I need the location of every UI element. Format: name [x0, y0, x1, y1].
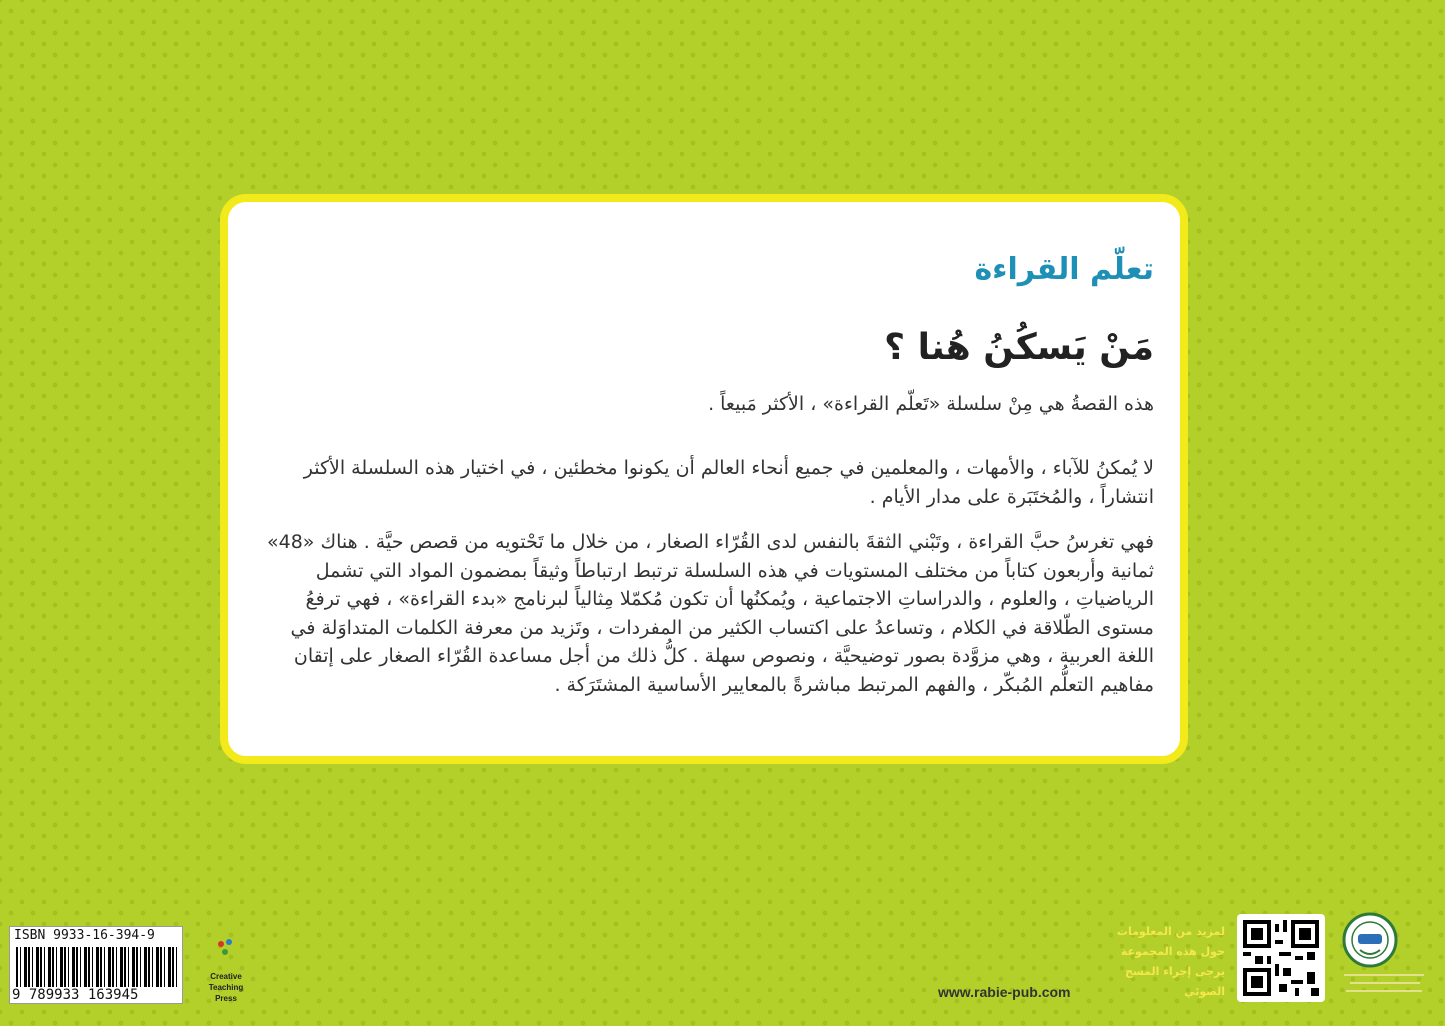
- info-line-3: يرجى إجراء المسح: [1124, 965, 1225, 978]
- paragraph-3: فهي تغرسُ حبَّ القراءة ، وتَبْني الثقةَ بالنفس لدى القُرّاء الصغار ، من خلال ما تَحْتويه من قصص حيَّة . هناك «48» ثمانية وأربعون كتاباً من مختلف المستويات في هذه السلسلة ترتبط ارتباطاً وثيقاً بمضمون المواد التي تشمل الرياضياتِ ، والعلوم ، والدراساتِ الاجتماعية ، ويُمكنُها أن تكون مُكمّلا مِثالياً لبرنامج «بدء القراءة» ، فهي ترفعُ مستوى الطّلاقة في الكلام ، وتساعدُ على اكتساب الكثير من المفردات ، وتَزيد من معرفة الكلمات المتداوَلة في اللغة العربية ، وهي مزوَّدة بصور توضيحيَّة ، ونصوص سهلة . كلُّ ذلك من أجل مساعدة القُرّاء الصغار على إتقان مفاهيم التعلُّم المُبكّر ، والفهم المرتبط مباشرةً بالمعايير الأساسية المشتَرَكة .: [266, 531, 1154, 696]
- ctp-line-1: Creative: [210, 972, 242, 981]
- ctp-line-2: Teaching: [208, 983, 244, 992]
- creative-teaching-press-logo: [196, 918, 256, 1018]
- publisher-seal-icon: [1340, 910, 1435, 1014]
- card-content: [258, 202, 1154, 756]
- barcode-number: 9 789933 163945: [12, 987, 139, 1003]
- isbn-label: ISBN 9933-16-394-9: [14, 928, 155, 943]
- book-title: مَنْ يَسكُنُ هُنا ؟: [884, 327, 1154, 368]
- creative-teaching-press-icon: [207, 922, 245, 970]
- paragraph-1: هذه القصةُ هي مِنْ سلسلة «تَعلّم القراءة» ، الأكثر مَبيعاً .: [708, 393, 1154, 415]
- series-title: تعلّم القراءة: [974, 252, 1154, 287]
- barcode-icon: [16, 947, 178, 987]
- info-line-1: لمزيد من المعلومات: [1116, 925, 1225, 938]
- info-line-4: الضوئي: [1184, 985, 1225, 998]
- paragraph-2: لا يُمكنُ للآباء ، والأمهات ، والمعلمين في جميع أنحاء العالم أن يكونوا مخطئين ، في اختيار هذه السلسلة الأكثر انتشاراً ، والمُختَبَرة على مدار الأيام .: [303, 457, 1154, 508]
- qr-code-icon[interactable]: [1237, 914, 1325, 1002]
- info-line-2: حول هذه المجموعة: [1120, 945, 1225, 958]
- info-card: [220, 194, 1188, 764]
- website-link[interactable]: www.rabie-pub.com: [938, 984, 1071, 1000]
- info-text: [1093, 922, 1225, 1002]
- isbn-barcode: [9, 926, 183, 1004]
- ctp-line-3: Press: [215, 994, 237, 1003]
